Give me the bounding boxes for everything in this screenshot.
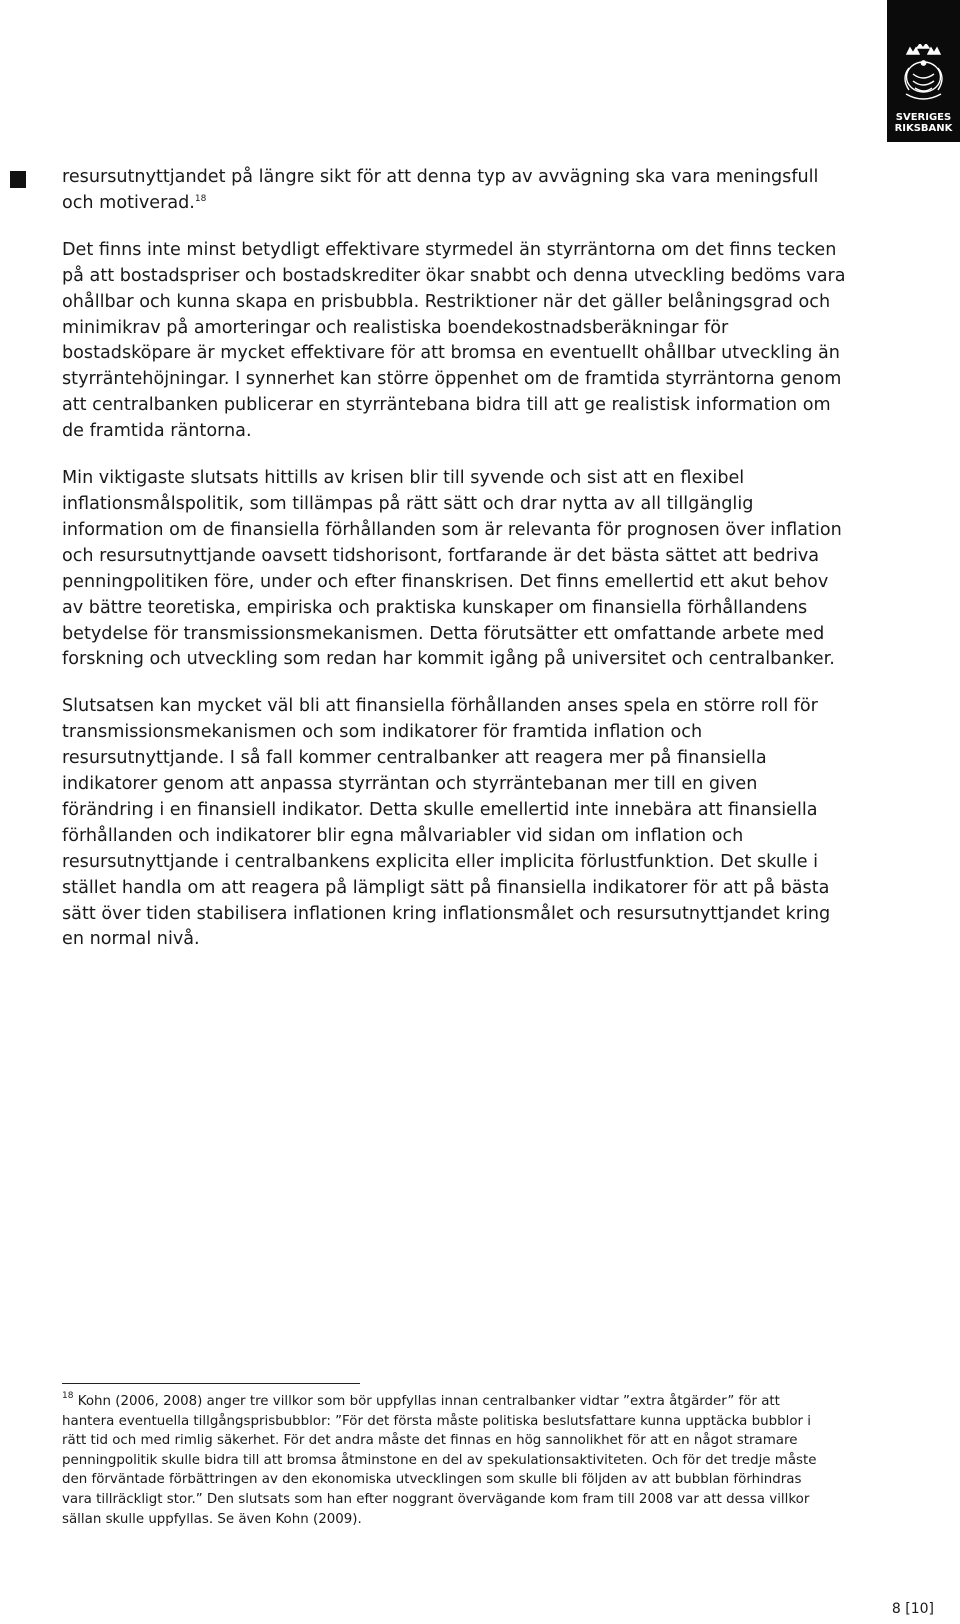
section-marker-icon (10, 171, 26, 188)
logo-text-line1: SVERIGES (895, 112, 952, 123)
footnote-reference: 18 (194, 193, 207, 204)
footnote (62, 1392, 832, 1529)
footnote-divider (62, 1383, 360, 1384)
paragraph-4: Slutsatsen kan mycket väl bli att finansiella förhållanden anses spela en större roll för transmissionsmekanismen och som indikatorer för framtida inflation och resursutnyttjande. I så fall kommer centralbanker att reagera mer på finansiella indikatorer genom att anpassa styrräntan och styrräntebanan mer till en given förändring i en finansiell indikator. Detta skulle emellertid inte innebära att finansiella förhållanden och indikatorer blir egna målvariabler vid sidan om inflation och resursutnyttjande i centralbankens explicita eller implicita förlustfunktion. Det skulle i stället handla om att reagera på lämpligt sätt på finansiella indikatorer för att på bästa sätt över tiden stabilisera inflationen kring inflationsmålet och resursutnyttjandet kring en normal nivå. (62, 696, 831, 950)
paragraph-1 (62, 165, 852, 217)
paragraph-1-text: resursutnyttjandet på längre sikt för att denna typ av avvägning ska vara meningsfull och motiverad. (62, 167, 819, 213)
paragraph-2: Det finns inte minst betydligt effektivare styrmedel än styrräntorna om det finns tecken på att bostadspriser och bostadskrediter ökar snabbt och denna utveckling bedöms vara ohållbar och kunna skapa en prisbubbla. Restriktioner när det gäller belåningsgrad och minimikrav på amorteringar och realistiska boendekostnadsberäkningar för bostadsköpare är mycket effektivare för att bromsa en eventuellt ohållbar utveckling än styrräntehöjningar. I synnerhet kan större öppenhet om de framtida styrräntorna genom att centralbanken publicerar en styrräntebana bidra till att ge realistisk information om de framtida räntorna. (62, 239, 846, 442)
page-number: 8 [10] (891, 1601, 934, 1617)
footnote-number: 18 (62, 1390, 74, 1401)
riksbank-logo (887, 0, 960, 142)
main-text (62, 165, 852, 974)
logo-text-line2: RIKSBANK (894, 123, 953, 134)
footnote-text: Kohn (2006, 2008) anger tre villkor som bör uppfyllas innan centralbanker vidtar ”extra åtgärder” för att hantera eventuella tillgångsprisbubblor: ”För det första måste politiska beslutsfattare kunna upptäcka bubblor i rätt tid och med rimlig säkerhet. För det andra måste det finnas en hög sannolikhet för att en något stramare penningpolitik skulle bidra till att bromsa åtminstone en del av spekulationsaktiviteten. Och för det tredje måste den förväntade förbättringen av den ekonomiska utvecklingen som skulle bli följden av att bubblan förhindras vara tillräckligt stor.” Den slutsats som han efter noggrant övervägande kom fram till 2008 var att dessa villkor sällan skulle uppfyllas. Se även Kohn (2009). (62, 1394, 817, 1527)
paragraph-3: Min viktigaste slutsats hittills av krisen blir till syvende och sist att en flexibel inflationsmålspolitik, som tillämpas på rätt sätt och drar nytta av all tillgänglig information om de finansiella förhållanden som är relevanta för prognosen över inflation och resursutnyttjande oavsett tidshorisont, fortfarande är det bästa sättet att bedriva penningpolitiken före, under och efter finanskrisen. Det finns emellertid ett akut behov av bättre teoretiska, empiriska och praktiska kunskaper om finansiella förhållandens betydelse för transmissionsmekanismen. Detta förutsätter ett omfattande arbete med forskning och utveckling som redan har kommit igång på universitet och centralbanker. (62, 468, 842, 670)
riksbank-crest-icon (897, 44, 950, 108)
